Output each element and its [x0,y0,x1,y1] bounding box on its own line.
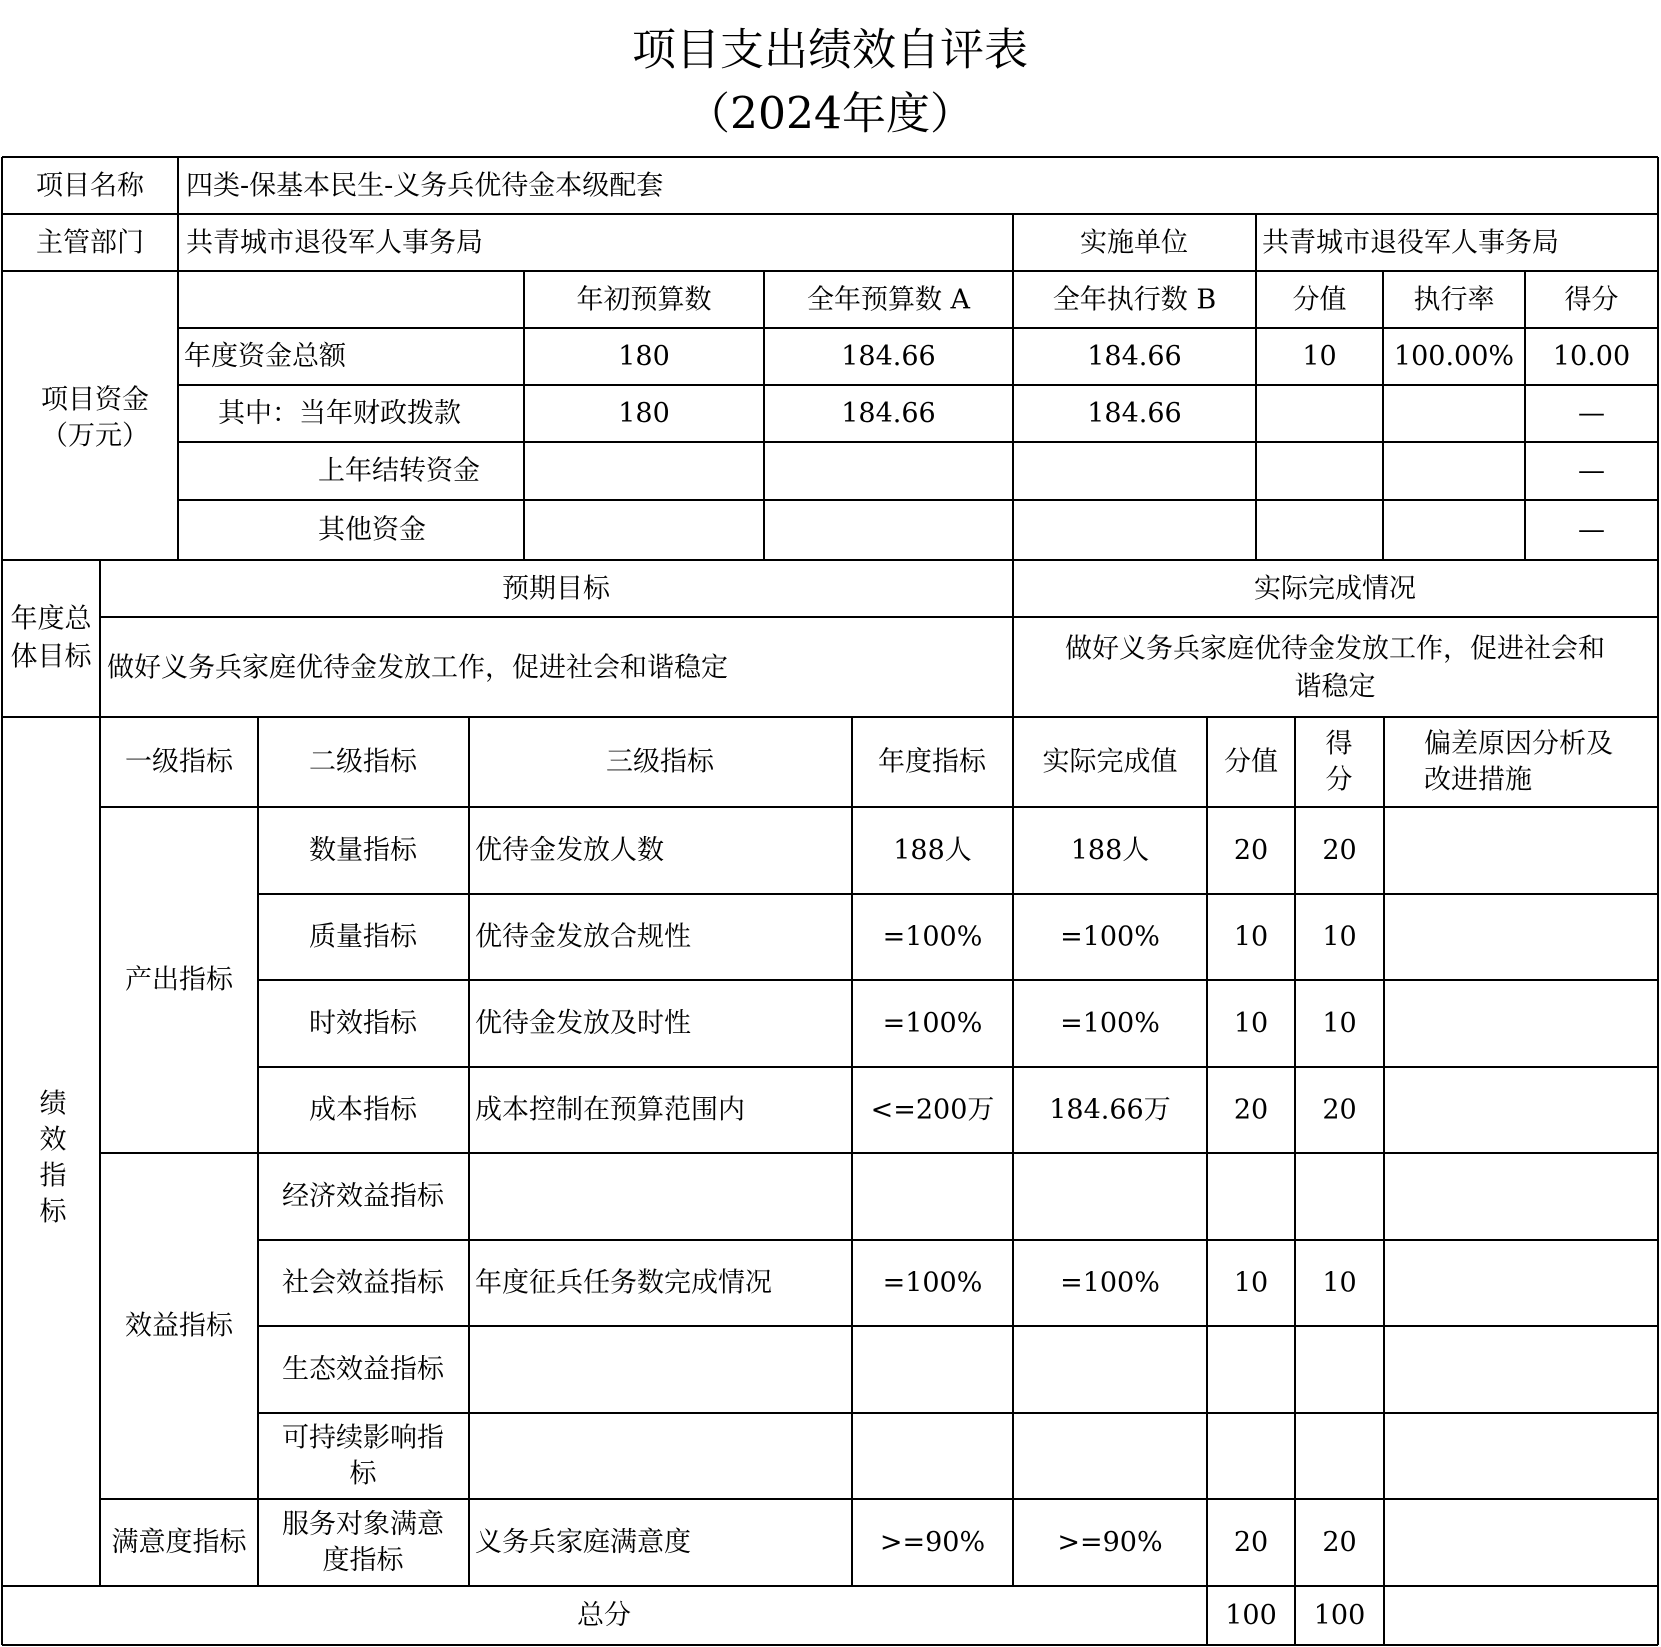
funds-header-3: 全年执行数 B [1052,284,1217,316]
indicators-section-label: 效 [39,1124,67,1156]
indicators-section-label: 标 [39,1196,67,1228]
level1-indicator: 产出指标 [125,964,233,996]
score-value: 10 [1322,1267,1357,1299]
level2-indicator: 社会效益指标 [282,1267,444,1299]
level2-indicator: 服务对象满意 [282,1509,444,1540]
funds-cell-initial: 180 [618,341,670,372]
header-score-2: 分 [1325,764,1353,796]
weight-value: 10 [1233,921,1269,953]
header-score: 得 [1325,728,1353,760]
funds-label: 项目资金 [41,384,149,416]
actual-goal-text-2: 谐稳定 [1294,671,1376,703]
total-weight: 100 [1225,1600,1277,1631]
expected-goal-header: 预期目标 [502,573,610,605]
actual-value: =100% [1060,921,1160,953]
actual-value: 184.66万 [1049,1094,1171,1126]
funds-row-label: 其中：当年财政拨款 [218,398,461,429]
level2-indicator: 经济效益指标 [282,1181,444,1212]
funds-header-1: 年初预算数 [576,284,712,316]
annual-target-value: =100% [882,921,983,953]
annual-target-value: =100% [882,1267,983,1299]
actual-value: =100% [1060,1267,1160,1299]
level3-indicator: 优待金发放合规性 [475,921,691,953]
annual-target-value: 188人 [893,835,972,866]
weight-value: 20 [1233,1094,1269,1126]
table-grid-lines [2,157,1658,1645]
funds-header-6: 得分 [1564,284,1619,316]
level2-indicator: 生态效益指标 [282,1354,444,1385]
actual-value: =100% [1060,1008,1160,1039]
funds-cell-rate: 100.00% [1393,341,1515,372]
page-title: 项目支出绩效自评表 [632,24,1028,76]
header-analysis: 偏差原因分析及 [1424,728,1613,760]
goals-label: 年度总 [10,603,92,635]
weight-value: 20 [1233,835,1269,866]
annual-target-value: >=90% [879,1527,986,1558]
annual-target-value: =100% [882,1008,983,1039]
annual-target-value: <=200万 [870,1094,995,1126]
actual-goal-text: 做好义务兵家庭优待金发放工作，促进社会和 [1065,633,1605,665]
funds-cell-executed: 184.66 [1087,398,1182,429]
level2-indicator-2: 标 [349,1458,377,1490]
header-annual-target: 年度指标 [878,746,986,778]
indicators-section-label: 绩 [39,1088,67,1120]
funds-cell-score: 10.00 [1552,341,1631,372]
actual-value: 188人 [1070,835,1150,866]
indicators-section-label: 指 [39,1160,67,1192]
level3-indicator: 优待金发放人数 [475,835,664,866]
implementing-unit-value: 共青城市退役军人事务局 [1262,227,1559,259]
score-value: 10 [1322,921,1357,953]
funds-cell-score: — [1578,514,1605,546]
header-weight: 分值 [1224,746,1278,778]
funds-cell-score: — [1578,455,1605,487]
funds-header-2: 全年预算数 A [806,284,971,316]
level2-indicator: 时效指标 [309,1008,417,1039]
level2-indicator-2: 度指标 [322,1545,404,1576]
weight-value: 10 [1233,1267,1269,1299]
level3-indicator: 成本控制在预算范围内 [475,1094,745,1126]
funds-cell-score: — [1578,398,1605,429]
project-name-value: 四类-保基本民生-义务兵优待金本级配套 [186,170,664,202]
actual-value: >=90% [1057,1527,1163,1558]
level3-indicator: 优待金发放及时性 [475,1008,691,1039]
level2-indicator: 数量指标 [309,835,417,866]
total-score: 100 [1313,1600,1366,1631]
header-actual-value: 实际完成值 [1042,746,1178,778]
funds-cell-initial: 180 [618,398,670,429]
header-analysis-2: 改进措施 [1424,764,1532,796]
level1-indicator: 满意度指标 [111,1527,247,1558]
header-level2: 二级指标 [309,746,417,778]
level2-indicator: 成本指标 [309,1094,417,1126]
funds-cell-annual: 184.66 [841,341,936,372]
header-level1: 一级指标 [125,746,233,778]
level2-indicator: 质量指标 [309,921,417,953]
total-label: 总分 [577,1600,631,1631]
score-value: 20 [1322,835,1357,866]
funds-header-4: 分值 [1292,284,1347,316]
funds-cell-annual: 184.66 [841,398,936,429]
score-value: 20 [1322,1094,1357,1126]
level3-indicator: 义务兵家庭满意度 [475,1527,691,1558]
header-level3: 三级指标 [606,746,714,778]
funds-cell-executed: 184.66 [1087,341,1182,372]
weight-value: 10 [1233,1008,1269,1039]
dept-label: 主管部门 [36,227,144,259]
funds-cell-weight: 10 [1302,341,1337,372]
project-name-label: 项目名称 [36,170,144,202]
goals-label-2: 体目标 [10,641,92,673]
funds-header-5: 执行率 [1413,284,1495,316]
level2-indicator: 可持续影响指 [282,1422,444,1454]
funds-row-label: 其他资金 [318,514,426,546]
level1-indicator: 效益指标 [125,1310,233,1342]
score-value: 10 [1322,1008,1357,1039]
weight-value: 20 [1233,1527,1269,1558]
score-value: 20 [1322,1527,1357,1558]
expected-goal-text: 做好义务兵家庭优待金发放工作，促进社会和谐稳定 [107,652,728,684]
actual-goal-header: 实际完成情况 [1254,573,1416,605]
funds-row-label: 年度资金总额 [184,341,346,372]
funds-row-label: 上年结转资金 [318,455,480,487]
funds-unit-label: （万元） [41,420,149,452]
page-subtitle: （2024年度） [686,88,974,140]
level3-indicator: 年度征兵任务数完成情况 [475,1267,772,1299]
dept-value: 共青城市退役军人事务局 [186,227,483,259]
implementing-unit-label: 实施单位 [1080,227,1188,259]
table-cells [11,25,1631,1632]
